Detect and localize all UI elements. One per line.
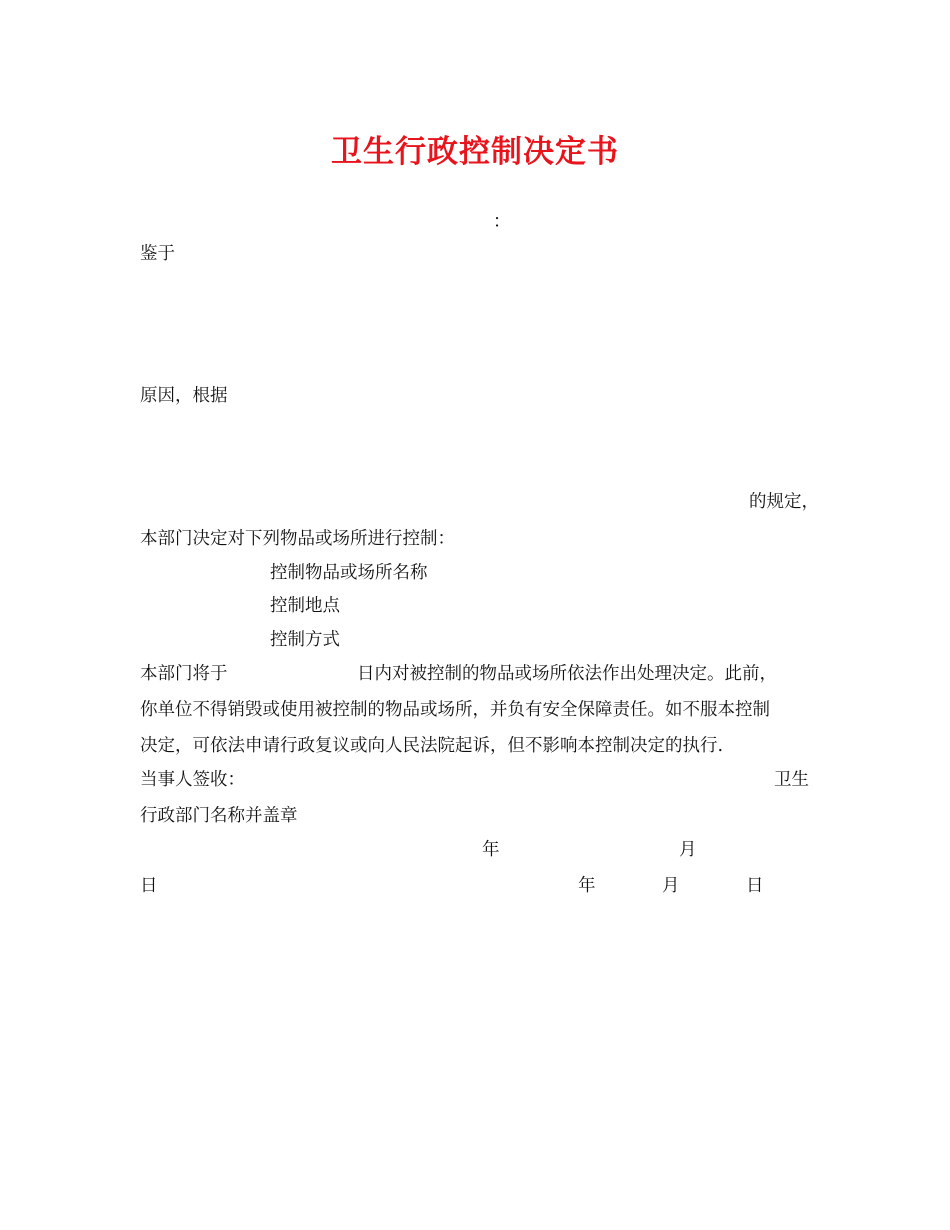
date-day-2: 日 [746,876,764,896]
dept-label: 行政部门名称并盖章 [140,806,298,826]
document-title: 卫生行政控制决定书 [331,134,619,170]
field-location: 控制地点 [270,596,340,616]
notice-line2: 你单位不得销毁或使用被控制的物品或场所，并负有安全保障责任。如不服本控制 [140,700,770,720]
date-year-1: 年 [482,840,500,860]
notice-line1: 日内对被控制的物品或场所依法作出处理决定。此前， [357,664,777,684]
reason-label: 原因，根据 [140,386,228,406]
field-method: 控制方式 [270,630,340,650]
notice-start: 本部门将于 [140,664,228,684]
date-month-2: 月 [662,876,680,896]
party-signature-label: 当事人签收： [140,770,245,790]
field-item-name: 控制物品或场所名称 [270,563,428,583]
date-day-1: 日 [140,876,158,896]
notice-line3: 决定，可依法申请行政复议或向人民法院起诉，但不影响本控制决定的执行. [140,736,724,756]
addressee-colon: ： [493,212,511,232]
date-month-1: 月 [679,840,697,860]
dept-prefix: 卫生 [774,770,809,790]
whereas-label: 鉴于 [140,244,175,264]
date-year-2: 年 [578,876,596,896]
provision-suffix: 的规定， [749,492,819,512]
decision-intro: 本部门决定对下列物品或场所进行控制： [140,529,455,549]
